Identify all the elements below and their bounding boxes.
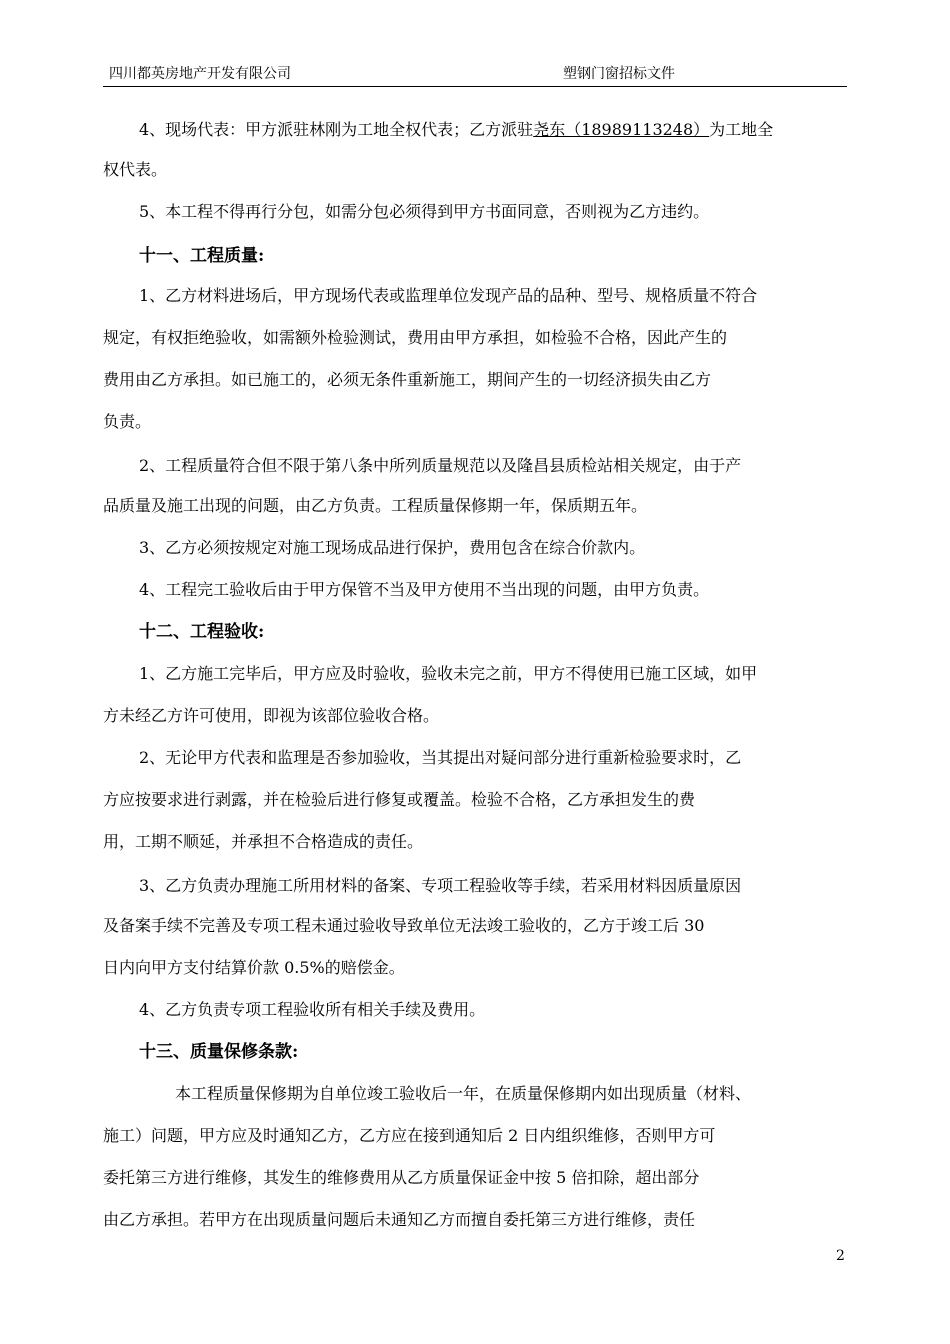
- paragraph-line: 品质量及施工出现的问题，由乙方负责。工程质量保修期一年，保质期五年。: [103, 496, 648, 515]
- section-heading: 十二、工程验收:: [139, 622, 265, 642]
- paragraph-line: 4、现场代表：甲方派驻林刚为工地全权代表；乙方派驻尧东（18989113248）为工地全: [139, 120, 774, 139]
- paragraph-line: 5、本工程不得再行分包，如需分包必须得到甲方书面同意，否则视为乙方违约。: [139, 202, 710, 221]
- paragraph-line: 委托第三方进行维修，其发生的维修费用从乙方质量保证金中按 5 倍扣除，超出部分: [103, 1168, 700, 1187]
- header-company: 四川都英房地产开发有限公司: [109, 66, 291, 82]
- contact-underlined: 尧东（18989113248）: [533, 120, 710, 139]
- paragraph-line: 施工）问题，甲方应及时通知乙方，乙方应在接到通知后 2 日内组织维修，否则甲方可: [103, 1126, 716, 1145]
- section-heading: 十三、质量保修条款:: [139, 1042, 299, 1062]
- paragraph-line: 4、工程完工验收后由于甲方保管不当及甲方使用不当出现的问题，由甲方负责。: [139, 580, 710, 599]
- paragraph-line: 及备案手续不完善及专项工程未通过验收导致单位无法竣工验收的，乙方于竣工后 30: [103, 916, 705, 935]
- section-heading: 十一、工程质量:: [139, 246, 265, 266]
- paragraph-line: 由乙方承担。若甲方在出现质量问题后未通知乙方而擅自委托第三方进行维修，责任: [103, 1210, 696, 1229]
- page-number: 2: [836, 1248, 845, 1264]
- paragraph-line: 方未经乙方许可使用，即视为该部位验收合格。: [103, 706, 440, 725]
- paragraph-line: 2、无论甲方代表和监理是否参加验收，当其提出对疑问部分进行重新检验要求时，乙: [139, 748, 742, 767]
- paragraph-line: 1、乙方施工完毕后，甲方应及时验收，验收未完之前，甲方不得使用已施工区域，如甲: [139, 664, 758, 683]
- paragraph-line: 4、乙方负责专项工程验收所有相关手续及费用。: [139, 1000, 486, 1019]
- paragraph-line: 负责。: [103, 412, 152, 431]
- header-doc-title: 塑钢门窗招标文件: [563, 66, 675, 82]
- paragraph-line: 用，工期不顺延，并承担不合格造成的责任。: [103, 832, 424, 851]
- paragraph-line: 权代表。: [103, 160, 168, 179]
- paragraph-line: 规定，有权拒绝验收，如需额外检验测试，费用由甲方承担，如检验不合格，因此产生的: [103, 328, 728, 347]
- paragraph-line: 日内向甲方支付结算价款 0.5%的赔偿金。: [103, 958, 405, 977]
- paragraph-line: 3、乙方负责办理施工所用材料的备案、专项工程验收等手续，若采用材料因质量原因: [139, 876, 742, 895]
- paragraph-line: 费用由乙方承担。如已施工的，必须无条件重新施工，期间产生的一切经济损失由乙方: [103, 370, 712, 389]
- page-header: [103, 64, 847, 87]
- paragraph-line: 1、乙方材料进场后，甲方现场代表或监理单位发现产品的品种、型号、规格质量不符合: [139, 286, 758, 305]
- paragraph-line: 2、工程质量符合但不限于第八条中所列质量规范以及隆昌县质检站相关规定，由于产: [139, 456, 742, 475]
- paragraph-line: 3、乙方必须按规定对施工现场成品进行保护，费用包含在综合价款内。: [139, 538, 646, 557]
- paragraph-line: 本工程质量保修期为自单位竣工验收后一年，在质量保修期内如出现质量（材料、: [175, 1084, 752, 1103]
- paragraph-line: 方应按要求进行剥露，并在检验后进行修复或覆盖。检验不合格，乙方承担发生的费: [103, 790, 696, 809]
